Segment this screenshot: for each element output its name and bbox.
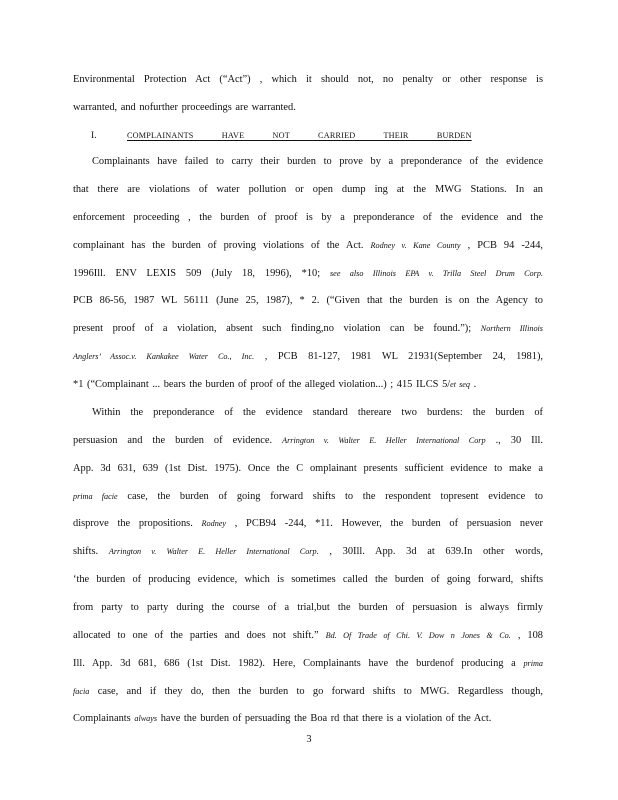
latin-term: prima facie (73, 492, 118, 501)
section-title: COMPLAINANTS HAVE NOT CARRIED THEIR BURDEN (127, 131, 472, 140)
text-run: 1996Ill. ENV LEXIS 509 (July 18, 1996), *10; (73, 268, 321, 279)
text-run: ., 30 Ill. (495, 435, 543, 446)
para2-line-10 (73, 657, 543, 671)
text-run: Complainants (73, 713, 131, 724)
text-run: . (473, 379, 477, 390)
para2-line-9 (73, 629, 543, 643)
text-run: case, and if they do, then the burden to go forward shifts to MWG. Regardless though, (97, 686, 543, 697)
text-run: Ill. App. 3d 681, 686 (1st Dist. 1982). Here, Complainants have the burdenof producing a (73, 658, 516, 669)
text-run: disprove the propositions. (73, 518, 193, 529)
text-run: have the burden of persuading the Boa rd that there is a violation of the Act. (160, 713, 492, 724)
text-run: *1 (“Complainant ... bears the burden of proof of the alleged violation...) ; 415 ILCS 5/ (73, 379, 451, 390)
text-run: complainant has the burden of proving violations of the Act. (73, 240, 364, 251)
text-run: case, the burden of going forward shifts to the respondent topresent evidence to (127, 491, 543, 502)
para2-line-2 (73, 434, 543, 448)
section-number: I. (91, 130, 97, 141)
case-citation: Rodney (201, 519, 227, 528)
emphasis: always (134, 714, 158, 723)
text-run: , PCB 94 -244, (467, 240, 543, 251)
intro-line-2: warranted, and nofurther proceedings are warranted. (73, 102, 296, 113)
latin-term: prima (523, 659, 543, 668)
text-run: shifts. (73, 546, 99, 557)
statute-citation: et seq (450, 380, 471, 389)
text-run: , PCB94 -244, *11. However, the burden of persuasion never (234, 518, 543, 529)
para1-line-5 (73, 267, 543, 281)
para2-line-5 (73, 517, 543, 531)
para1-line-7 (73, 322, 543, 336)
para1-line-8 (73, 350, 543, 364)
latin-term: facia (73, 687, 90, 696)
para2-line-12 (73, 712, 543, 726)
text-run: , 108 (517, 630, 543, 641)
para1-line-4 (73, 239, 543, 253)
para2-line-6 (73, 545, 543, 559)
text-run: , PCB 81-127, 1981 WL 21931(September 24, 1981), (264, 351, 543, 362)
case-citation: Arrington v. Walter E. Heller International Corp (282, 436, 486, 445)
case-citation: Anglers’ Assoc.v. Kankakee Water Co., Inc. (73, 352, 255, 361)
para2-line-11 (73, 685, 543, 699)
case-citation: Northern Illinois (480, 324, 543, 333)
para2-line-7: ‘the burden of producing evidence, which is sometimes called the burden of going forward, shifts (73, 574, 543, 585)
text-run: persuasion and the burden of evidence. (73, 435, 273, 446)
case-citation: Bd. Of Trade of Chi. V. Dow n Jones & Co. (325, 631, 511, 640)
case-citation: Rodney v. Kane County (370, 241, 461, 250)
page-number: 3 (306, 734, 312, 745)
intro-line-1: Environmental Protection Act (“Act”) , which it should not, no penalty or other response is (73, 74, 543, 85)
case-citation: Arrington v. Walter E. Heller International Corp. (108, 547, 319, 556)
para1-line-3: enforcement proceeding , the burden of proof is by a preponderance of the evidence and the (73, 212, 543, 223)
para2-line-4 (73, 490, 543, 504)
text-run: , 30Ill. App. 3d at 639.In other words, (329, 546, 543, 557)
text-run: allocated to one of the parties and does not shift.” (73, 630, 319, 641)
section-heading (91, 130, 472, 142)
para2-line-3: App. 3d 631, 639 (1st Dist. 1975). Once the C omplainant presents sufficient evidence to make a (73, 463, 543, 474)
case-citation: see also Illinois EPA v. Trilla Steel Drum Corp. (330, 269, 543, 278)
para1-line-6: PCB 86-56, 1987 WL 56111 (June 25, 1987), * 2. (“Given that the burden is on the Agency to (73, 295, 543, 306)
para1-line-2: that there are violations of water pollution or open dump ing at the MWG Stations. In an (73, 184, 543, 195)
para2-line-8: from party to party during the course of a trial,but the burden of persuasion is always firmly (73, 602, 543, 613)
para1-line-1: Complainants have failed to carry their burden to prove by a preponderance of the evidence (92, 156, 543, 167)
para2-line-1: Within the preponderance of the evidence standard thereare two burdens: the burden of (92, 407, 543, 418)
text-run: present proof of a violation, absent such finding,no violation can be found.”); (73, 323, 472, 334)
para1-line-9 (73, 378, 543, 392)
